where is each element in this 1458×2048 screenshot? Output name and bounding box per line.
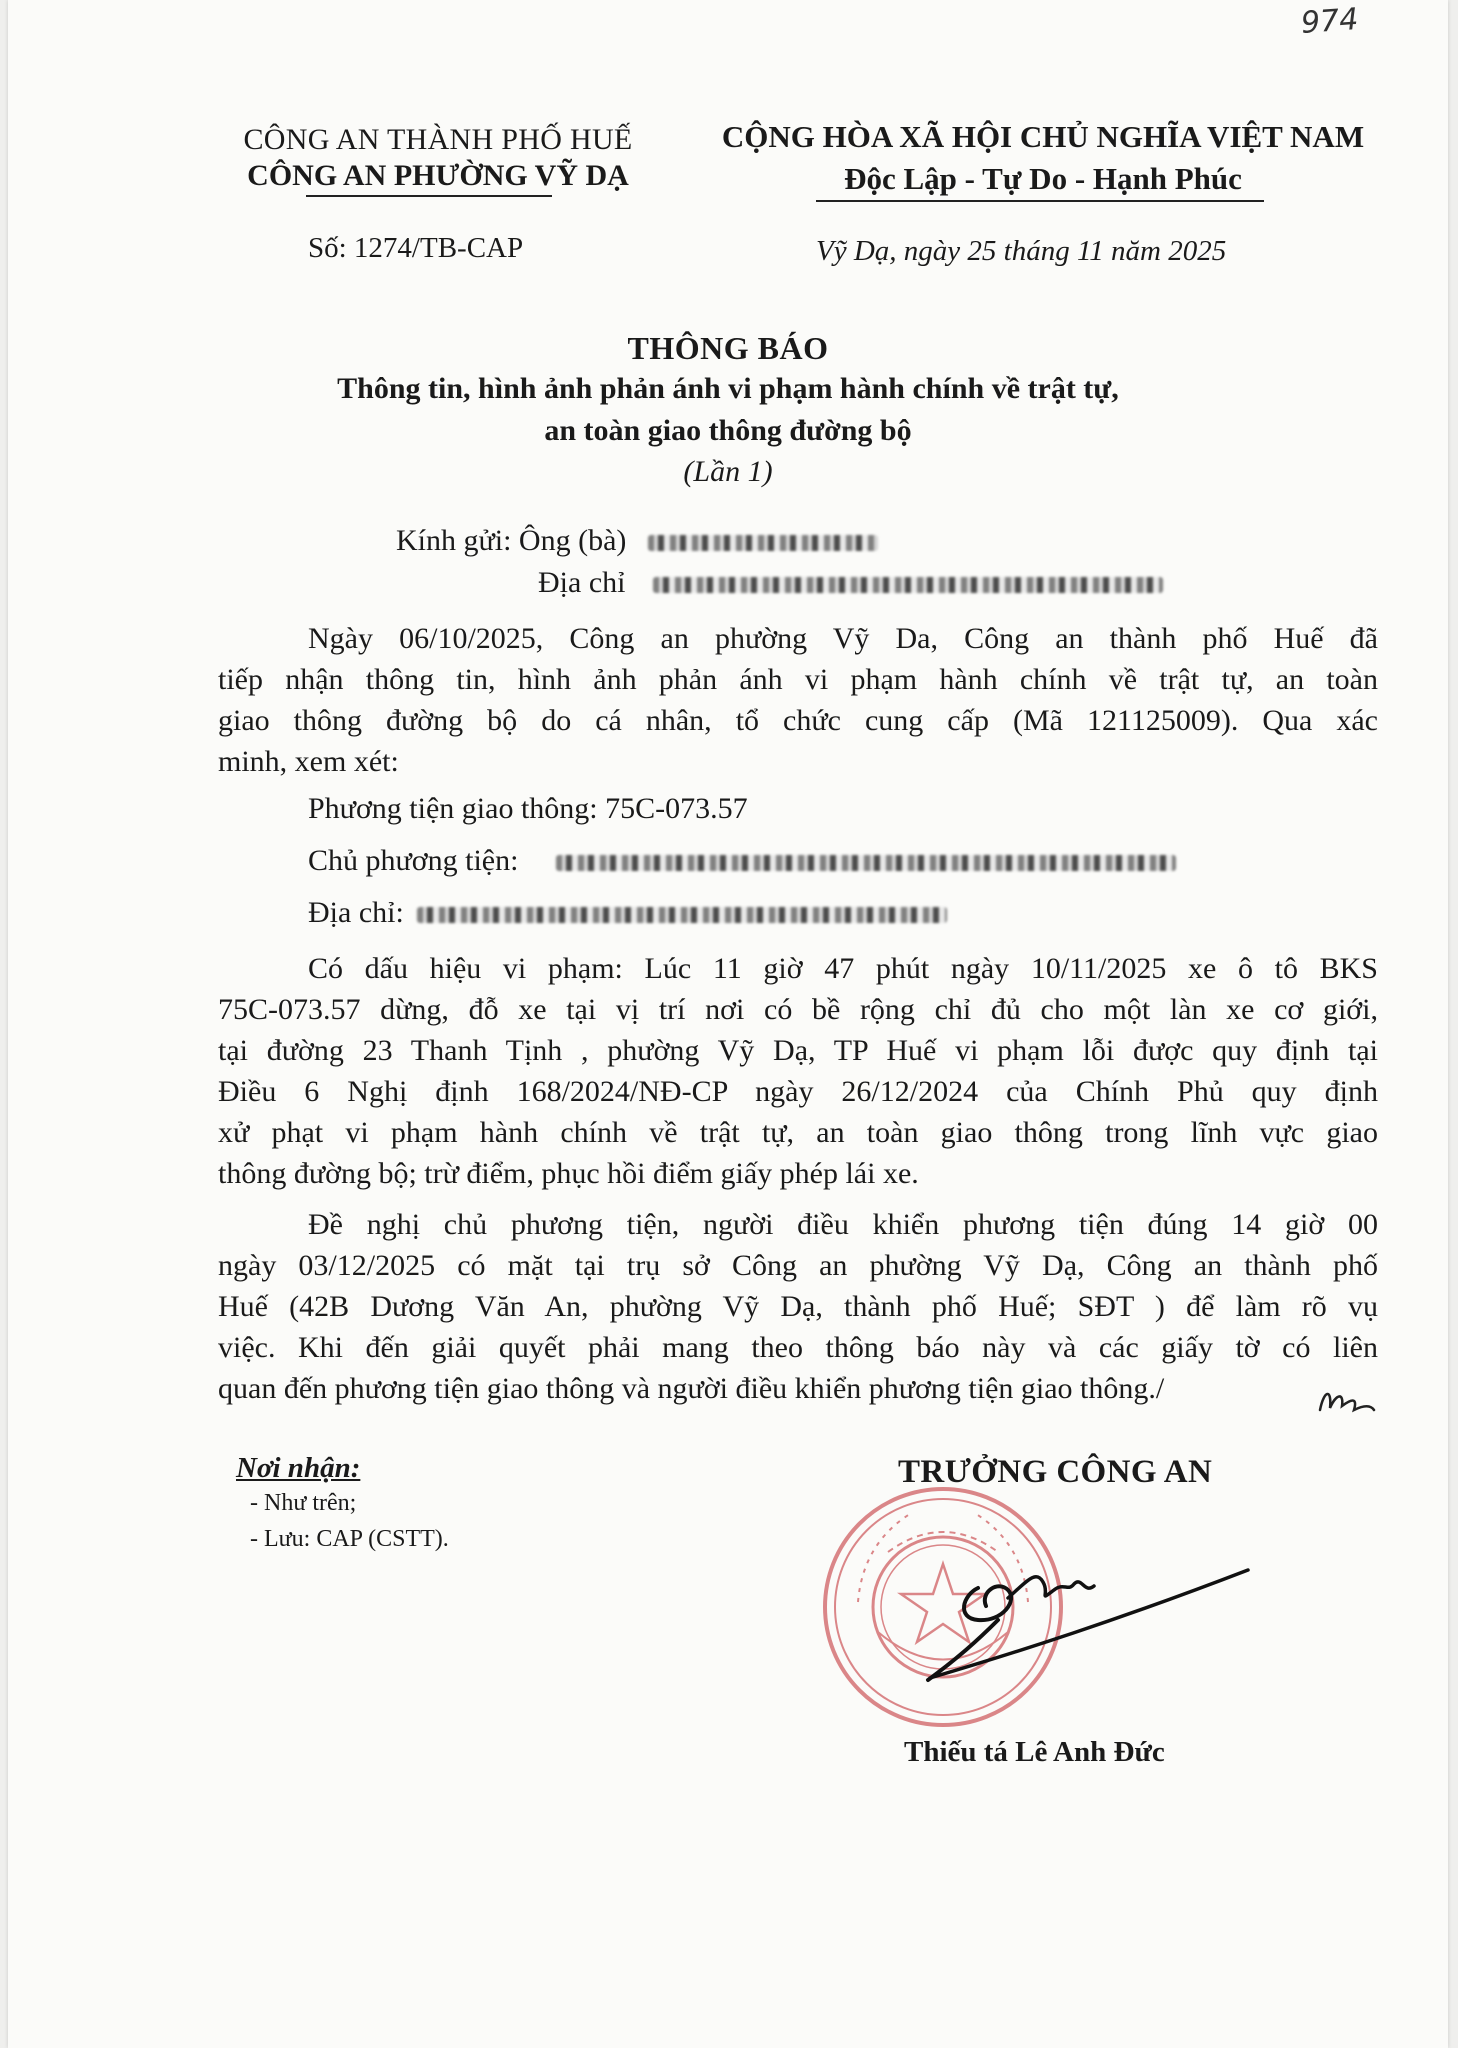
paragraph3-line3: Huế (42B Dương Văn An, phường Vỹ Dạ, thành phố Huế; SĐT ) để làm rõ vụ <box>218 1290 1378 1323</box>
redacted-owner-address <box>417 907 947 923</box>
document-title: THÔNG BÁO <box>627 330 829 366</box>
national-motto <box>698 116 1388 200</box>
issuing-authority <box>218 122 658 194</box>
addressee-address-line <box>538 566 1163 600</box>
document-page <box>8 0 1448 2048</box>
notice-round: (Lần 1) <box>683 455 773 488</box>
paragraph1-line4: minh, xem xét: <box>218 745 399 778</box>
motto: Độc Lập - Tự Do - Hạnh Phúc <box>844 161 1242 196</box>
owner-address-line <box>308 896 947 930</box>
place-date: Vỹ Dạ, ngày 25 tháng 11 năm 2025 <box>816 235 1227 267</box>
recipient-item: - Như trên; <box>250 1490 357 1516</box>
signatory-title: TRƯỞNG CÔNG AN <box>898 1454 1213 1490</box>
handwritten-signature <box>868 1540 1268 1690</box>
paragraph2-line2: 75C-073.57 dừng, đỗ xe tại vị trí nơi có bề rộng chỉ đủ cho một làn xe cơ giới, <box>218 993 1378 1026</box>
paragraph2-line5: xử phạt vi phạm hành chính về trật tự, an toàn giao thông trong lĩnh vực giao <box>218 1116 1378 1149</box>
paragraph2-line4: Điều 6 Nghị định 168/2024/NĐ-CP ngày 26/12/2024 của Chính Phủ quy định <box>218 1075 1378 1108</box>
addressee-label: Kính gửi: Ông (bà) <box>396 524 627 557</box>
handwritten-initial <box>1314 1380 1378 1420</box>
recipients-block <box>236 1452 449 1557</box>
paragraph3-line5: quan đến phương tiện giao thông và người điều khiển phương tiện giao thông./ <box>218 1372 1165 1405</box>
vehicle-plate-line: Phương tiện giao thông: 75C-073.57 <box>308 792 748 825</box>
authority-underline <box>306 195 552 197</box>
address-label: Địa chỉ <box>538 566 626 599</box>
paragraph1-line1: Ngày 06/10/2025, Công an phường Vỹ Da, Công an thành phố Huế đã <box>308 622 1378 655</box>
authority-name: CÔNG AN PHƯỜNG VỸ DẠ <box>247 159 629 192</box>
paragraph1-line2: tiếp nhận thông tin, hình ảnh phản ánh vi phạm hành chính về trật tự, an toàn <box>218 663 1378 696</box>
authority-parent: CÔNG AN THÀNH PHỐ HUẾ <box>243 123 633 156</box>
paragraph2-line6: thông đường bộ; trừ điểm, phục hồi điểm giấy phép lái xe. <box>218 1157 919 1190</box>
redacted-name <box>648 535 878 551</box>
nation-name: CỘNG HÒA XÃ HỘI CHỦ NGHĨA VIỆT NAM <box>721 119 1365 154</box>
motto-underline <box>816 200 1264 202</box>
paragraph1-line3: giao thông đường bộ do cá nhân, tổ chức cung cấp (Mã 121125009). Qua xác <box>218 704 1378 737</box>
redacted-owner <box>556 855 1176 871</box>
document-subject-line1: Thông tin, hình ảnh phản ánh vi phạm hành chính về trật tự, <box>337 372 1119 405</box>
document-subject-line2: an toàn giao thông đường bộ <box>544 414 912 447</box>
recipients-heading: Nơi nhận: <box>236 1452 361 1484</box>
paragraph2-line3: tại đường 23 Thanh Tịnh , phường Vỹ Dạ, TP Huế vi phạm lỗi được quy định tại <box>218 1034 1378 1067</box>
document-number: Số: 1274/TB-CAP <box>308 232 524 264</box>
addressee-line <box>396 524 878 558</box>
paragraph2-line1: Có dấu hiệu vi phạm: Lúc 11 giờ 47 phút ngày 10/11/2025 xe ô tô BKS <box>308 952 1378 985</box>
owner-line <box>308 844 1176 878</box>
handwritten-page-number: 974 <box>1299 2 1360 41</box>
owner-label: Chủ phương tiện: <box>308 844 519 877</box>
signatory-name: Thiếu tá Lê Anh Đức <box>904 1736 1165 1768</box>
redacted-address <box>653 577 1163 593</box>
paragraph3-line4: việc. Khi đến giải quyết phải mang theo thông báo này và các giấy tờ có liên <box>218 1331 1378 1364</box>
owner-address-label: Địa chỉ: <box>308 896 404 929</box>
recipient-item: - Lưu: CAP (CSTT). <box>250 1526 449 1552</box>
paragraph3-line1: Đề nghị chủ phương tiện, người điều khiển phương tiện đúng 14 giờ 00 <box>308 1208 1378 1241</box>
paragraph3-line2: ngày 03/12/2025 có mặt tại trụ sở Công an phường Vỹ Dạ, Công an thành phố <box>218 1249 1378 1282</box>
